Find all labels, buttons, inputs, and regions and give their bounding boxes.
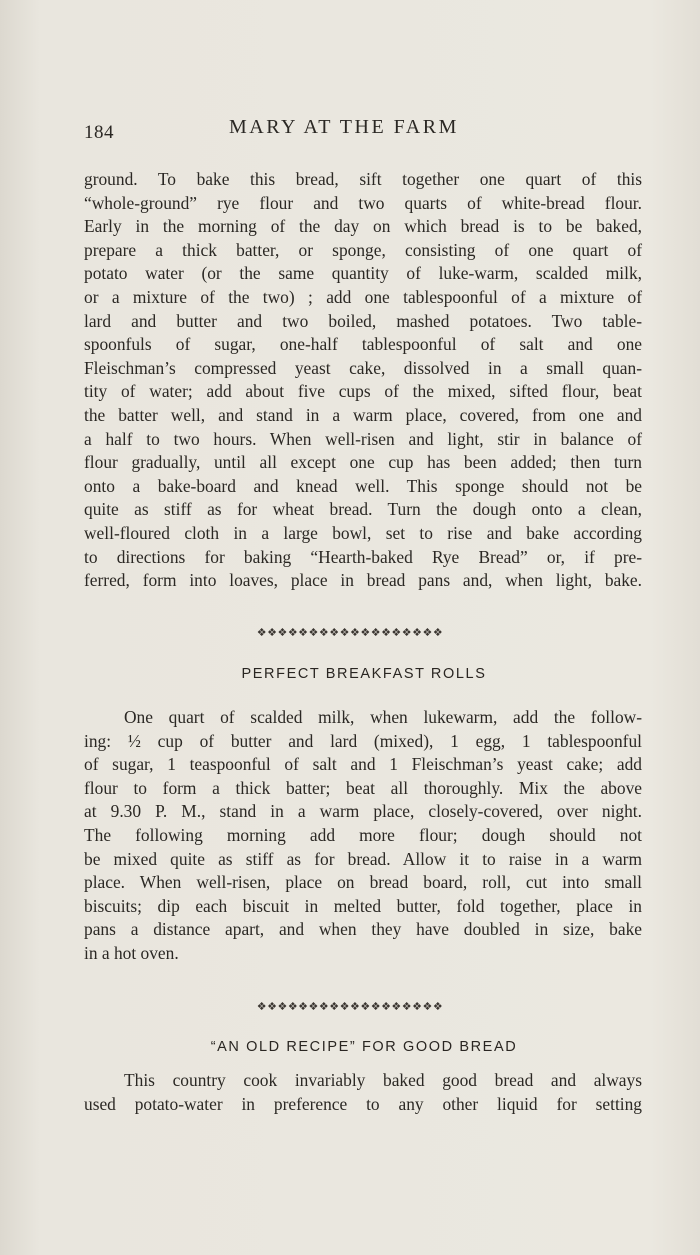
text-line: biscuits; dip each biscuit in melted butter, fold together, place in [84, 895, 642, 916]
text-line: flour gradually, until all except one cup has been added; then turn [84, 452, 642, 473]
text-line: “whole-ground” rye flour and two quarts of white-bread flour. [84, 192, 642, 213]
text-line: prepare a thick batter, or sponge, consisting of one quart of [84, 239, 642, 260]
page-number: 184 [84, 122, 114, 143]
text-line: a half to two hours. When well-risen and light, stir in balance of [84, 428, 642, 449]
paragraph-old-recipe [84, 1069, 642, 1116]
text-line: to directions for baking “Hearth-baked Rye Bread” or, if pre- [84, 546, 642, 567]
text-line: onto a bake-board and knead well. This sponge should not be [84, 475, 642, 496]
text-line: potato water (or the same quantity of luke-warm, scalded milk, [84, 263, 642, 284]
text-line: flour to form a thick batter; beat all thoroughly. Mix the above [84, 777, 642, 798]
text-line: lard and butter and two boiled, mashed potatoes. Two table- [84, 310, 642, 331]
text-line: The following morning add more flour; dough should not [84, 824, 642, 845]
text-line: at 9.30 P. M., stand in a warm place, closely-covered, over night. [84, 801, 642, 822]
text-line: Fleischman’s compressed yeast cake, dissolved in a small quan- [84, 357, 642, 378]
text-line: tity of water; add about five cups of the mixed, sifted flour, beat [84, 381, 642, 402]
text-line: in a hot oven. [84, 942, 179, 963]
text-line: place. When well-risen, place on bread board, roll, cut into small [84, 872, 642, 893]
page-header [84, 112, 644, 146]
text-line: One quart of scalded milk, when lukewarm, add the follow- [124, 707, 642, 727]
paragraph-rye-bread [84, 168, 642, 593]
running-title: MARY AT THE FARM [229, 116, 459, 138]
ornament-divider: ❖❖❖❖❖❖❖❖❖❖❖❖❖❖❖❖❖❖ [256, 1000, 444, 1013]
section-heading: PERFECT BREAKFAST ROLLS [241, 666, 487, 682]
text-line: spoonfuls of sugar, one-half tablespoonful of salt and one [84, 334, 642, 355]
text-line: ferred, form into loaves, place in bread pans and, when light, bake. [84, 570, 642, 591]
text-line: This country cook invariably baked good bread and always [124, 1070, 642, 1090]
text-line: well-floured cloth in a large bowl, set to rise and bake according [84, 522, 642, 543]
text-line: Early in the morning of the day on which bread is to be baked, [84, 216, 642, 237]
text-line: used potato-water in preference to any other liquid for setting [84, 1093, 642, 1114]
text-line: pans a distance apart, and when they have doubled in size, bake [84, 919, 642, 940]
text-line: be mixed quite as stiff as for bread. Allow it to raise in a warm [84, 848, 642, 869]
text-line: ing: ½ cup of butter and lard (mixed), 1 egg, 1 tablespoonful [84, 730, 642, 751]
text-line: or a mixture of the two) ; add one tablespoonful of a mixture of [84, 286, 642, 307]
paragraph-breakfast-rolls [84, 706, 642, 966]
text-line: of sugar, 1 teaspoonful of salt and 1 Fleischman’s yeast cake; add [84, 754, 642, 775]
text-line: quite as stiff as for wheat bread. Turn the dough onto a clean, [84, 499, 642, 520]
text-line: ground. To bake this bread, sift together one quart of this [84, 169, 642, 189]
ornament-divider: ❖❖❖❖❖❖❖❖❖❖❖❖❖❖❖❖❖❖ [256, 626, 444, 639]
section-heading: “AN OLD RECIPE” FOR GOOD BREAD [210, 1039, 518, 1055]
text-line: the batter well, and stand in a warm place, covered, from one and [84, 404, 642, 425]
